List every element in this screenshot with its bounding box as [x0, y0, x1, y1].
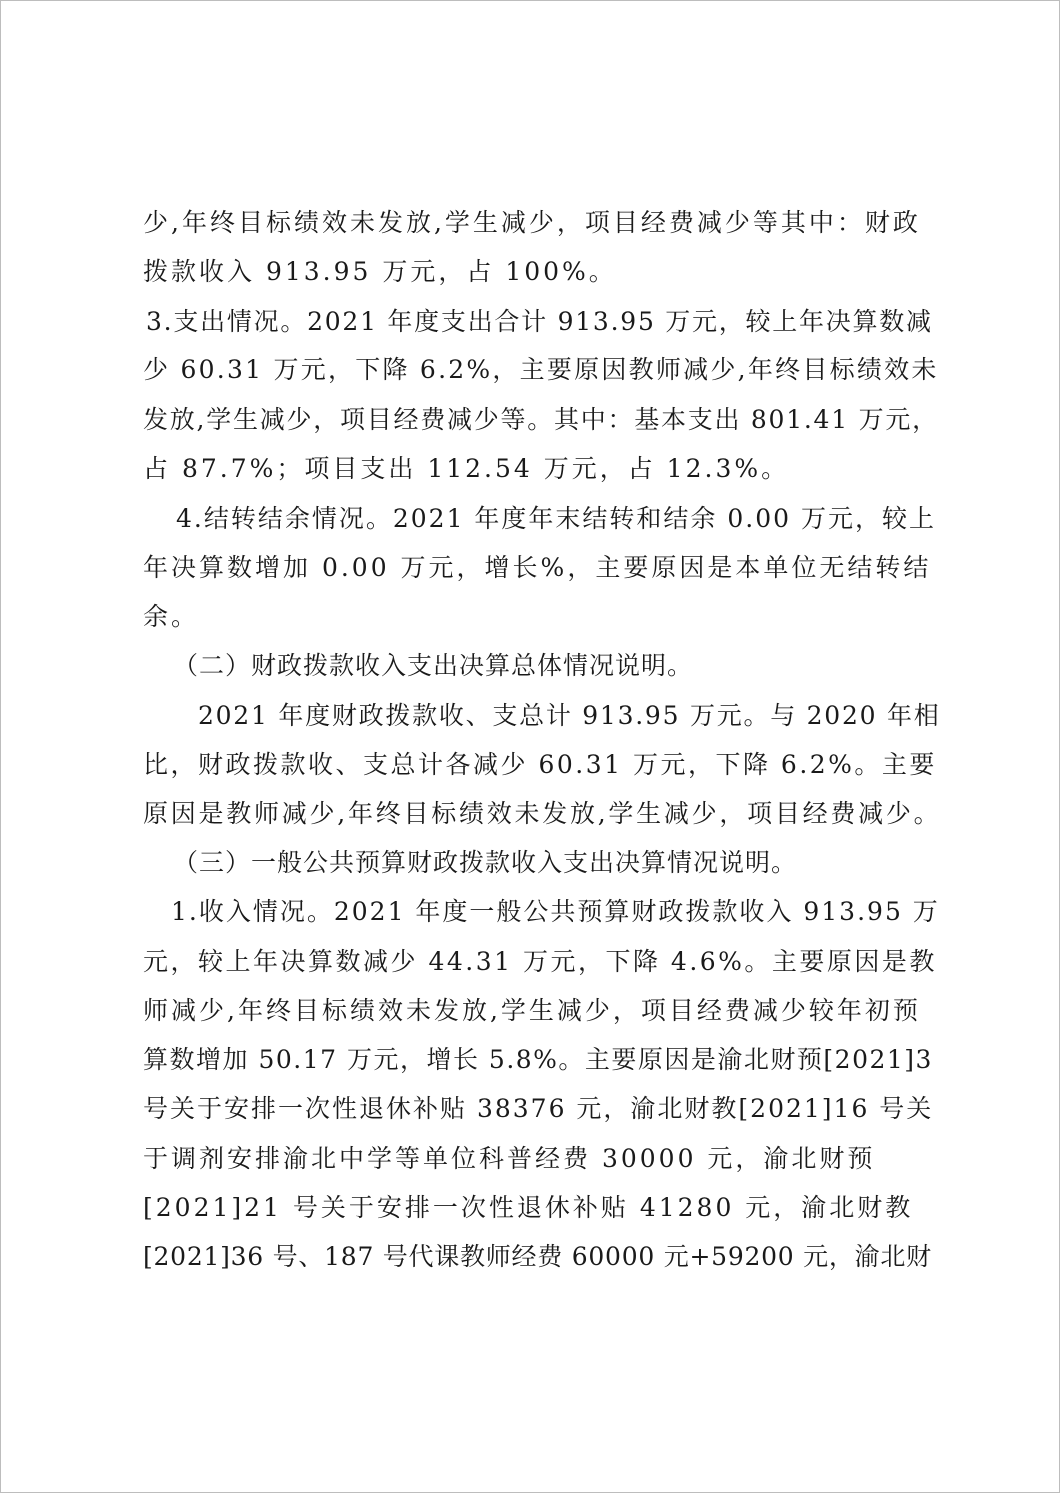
- paragraph-line: 占 87.7%；项目支出 112.54 万元，占 12.3%。: [143, 454, 790, 483]
- paragraph-line: [2021]21 号关于安排一次性退休补贴 41280 元，渝北财教: [143, 1193, 914, 1222]
- paragraph-line: 于调剂安排渝北中学等单位科普经费 30000 元，渝北财预: [143, 1144, 876, 1173]
- section-heading: （三）一般公共预算财政拨款收入支出决算情况说明。: [173, 848, 798, 877]
- paragraph-line: 拨款收入 913.95 万元，占 100%。: [143, 257, 617, 286]
- paragraph-line: [2021]36 号、187 号代课教师经费 60000 元+59200 元，渝北财: [143, 1242, 932, 1271]
- paragraph-line: 发放,学生减少，项目经费减少等。其中：基本支出 801.41 万元，: [143, 405, 939, 434]
- paragraph-line: 师减少,年终目标绩效未发放,学生减少，项目经费减少较年初预: [143, 996, 921, 1025]
- paragraph-line: 算数增加 50.17 万元，增长 5.8%。主要原因是渝北财预[2021]3: [143, 1045, 933, 1074]
- paragraph-line: 年决算数增加 0.00 万元，增长%，主要原因是本单位无结转结: [143, 553, 932, 582]
- paragraph-line: 4.结转结余情况。2021 年度年末结转和结余 0.00 万元，较上: [176, 504, 936, 533]
- paragraph-line: 号关于安排一次性退休补贴 38376 元，渝北财教[2021]16 号关: [143, 1094, 934, 1123]
- paragraph-line: 少,年终目标绩效未发放,学生减少，项目经费减少等其中：财政: [143, 208, 921, 237]
- paragraph-line: 3.支出情况。2021 年度支出合计 913.95 万元，较上年决算数减: [146, 307, 933, 336]
- paragraph-line: 2021 年度财政拨款收、支总计 913.95 万元。与 2020 年相: [198, 701, 941, 730]
- paragraph-line: 1.收入情况。2021 年度一般公共预算财政拨款收入 913.95 万: [171, 897, 940, 926]
- section-heading: （二）财政拨款收入支出决算总体情况说明。: [173, 651, 694, 680]
- paragraph-line: 元，较上年决算数减少 44.31 万元，下降 4.6%。主要原因是教: [143, 947, 937, 976]
- paragraph-line: 原因是教师减少,年终目标绩效未发放,学生减少，项目经费减少。: [143, 799, 942, 828]
- paragraph-line: 余。: [143, 602, 200, 631]
- paragraph-line: 少 60.31 万元，下降 6.2%，主要原因教师减少,年终目标绩效未: [143, 355, 939, 384]
- paragraph-line: 比，财政拨款收、支总计各减少 60.31 万元，下降 6.2%。主要: [143, 750, 937, 779]
